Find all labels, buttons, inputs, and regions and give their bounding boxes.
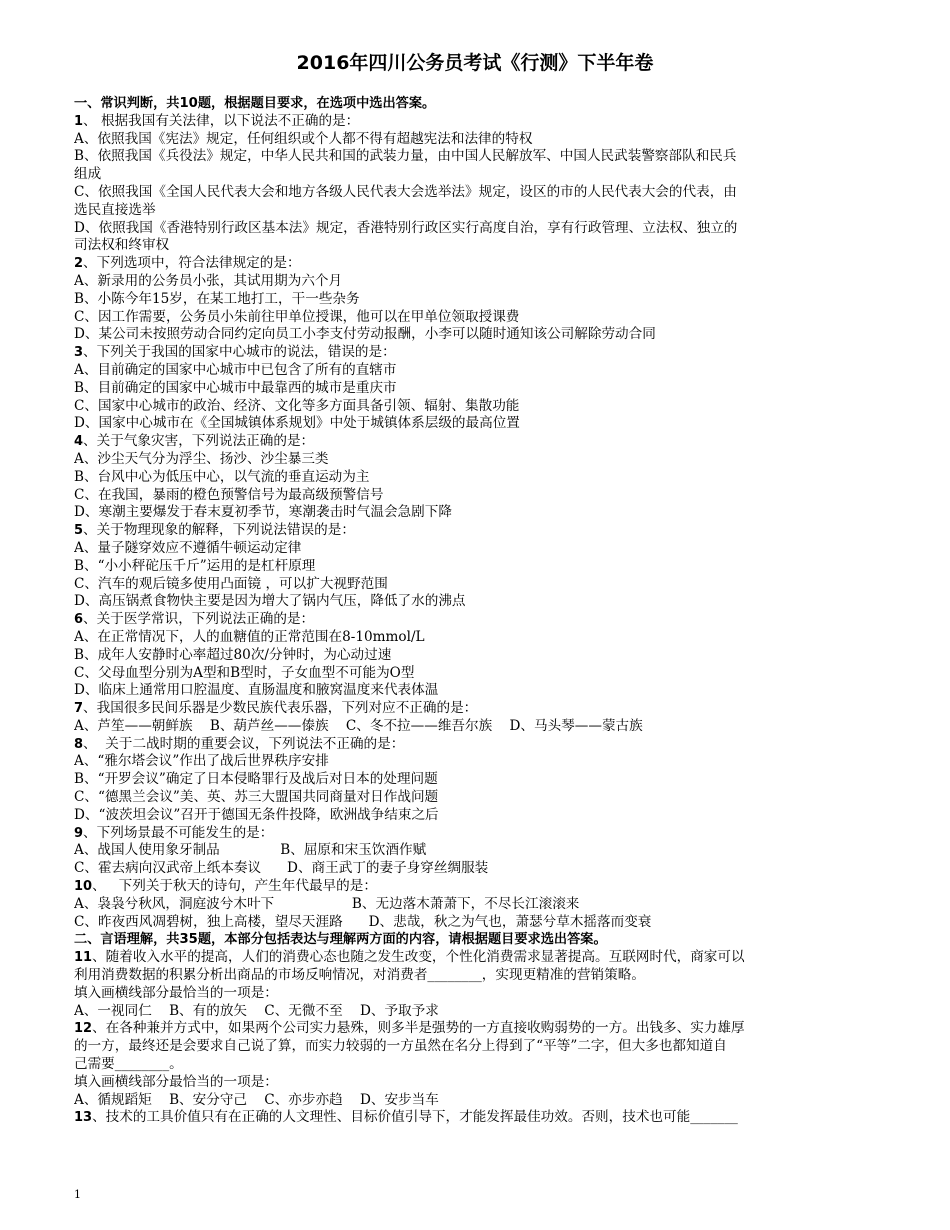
- text-line: D、高压锅煮食物快主要是因为增大了锅内气压，降低了水的沸点: [74, 593, 466, 610]
- text-line: B、台风中心为低压中心，以气流的垂直运动为主: [74, 468, 370, 485]
- question-number: 3: [74, 345, 84, 361]
- text-line: C、国家中心城市的政治、经济、文化等多方面具备引领、辐射、集散功能: [74, 397, 520, 414]
- text-line: A、目前确定的国家中心城市中已包含了所有的直辖市: [74, 361, 397, 378]
- question-number: 2: [74, 256, 84, 272]
- text-line: C、依照我国《全国人民代表大会和地方各级人民代表大会选举法》规定，设区的市的人民代表大会的代表，由: [74, 183, 737, 200]
- text-line: C、“德黑兰会议”美、英、苏三大盟国共同商量对日作战问题: [74, 789, 439, 806]
- question-text: 、下列场景最不可能发生的是：: [83, 824, 274, 841]
- question-number: 12: [74, 1021, 93, 1037]
- question-number: 11: [74, 950, 93, 966]
- text-line: A、在正常情况下，人的血糖值的正常范围在8-10mmol/L: [74, 628, 425, 645]
- question-text: 、技术的工具价值只有在正确的人文理性、目标价值引导下，才能发挥最佳功效。否则，技术也可能_______: [92, 1109, 738, 1126]
- question-line: [74, 949, 884, 967]
- question-text: 、关于物理现象的解释，下列说法错误的是：: [83, 522, 355, 539]
- question-text: 、下列选项中，符合法律规定的是：: [83, 255, 301, 272]
- page-number: 1: [74, 1188, 81, 1201]
- text-line: D、“波茨坦会议”召开于德国无条件投降，欧洲战争结束之后: [74, 806, 439, 823]
- question-line: [74, 522, 884, 540]
- text-line: A、袅袅兮秋风，洞庭波兮木叶下 B、无边落木萧萧下，不尽长江滚滚来: [74, 895, 580, 912]
- text-line: D、依照我国《香港特别行政区基本法》规定，香港特别行政区实行高度自治，享有行政管理、立法权、独立的: [74, 219, 738, 236]
- text-line: B、“开罗会议”确定了日本侵略罪行及战后对日本的处理问题: [74, 771, 438, 788]
- question-number: 1: [74, 113, 84, 129]
- text-line: C、因工作需要，公务员小朱前往甲单位授课，他可以在甲单位领取授课费: [74, 308, 520, 325]
- question-line: [74, 878, 884, 896]
- text-line: A、“雅尔塔会议”作出了战后世界秩序安排: [74, 753, 329, 770]
- text-line: B、小陈今年15岁，在某工地打工，干一些杂务: [74, 290, 360, 307]
- question-number: 7: [74, 701, 84, 717]
- text-line: D、国家中心城市在《全国城镇体系规划》中处于城镇体系层级的最高位置: [74, 415, 520, 432]
- text-line: A、依照我国《宪法》规定，任何组织或个人都不得有超越宪法和法律的特权: [74, 130, 533, 147]
- question-line: [74, 736, 884, 754]
- text-line: 填入画横线部分最恰当的一项是：: [74, 1073, 278, 1090]
- text-line: D、某公司未按照劳动合同约定向员工小李支付劳动报酬，小李可以随时通知该公司解除劳动合同: [74, 326, 656, 343]
- text-line: A、战国人使用象牙制品 B、屈原和宋玉饮酒作赋: [74, 842, 427, 859]
- text-line: 的一方，最终还是会要求自己说了算，而实力较弱的一方虽然在名分上得到了“平等”二字，但大多也都知道自: [74, 1038, 727, 1055]
- text-line: B、“小小秤砣压千斤”运用的是杠杆原理: [74, 557, 316, 574]
- section-heading: 一、常识判断，共10题，根据题目要求，在选项中选出答案。: [74, 96, 436, 111]
- question-line: [74, 1109, 884, 1127]
- question-number: 13: [74, 1110, 93, 1126]
- question-text: 、 关于二战时期的重要会议，下列说法不正确的是：: [83, 735, 405, 752]
- question-line: [74, 700, 884, 718]
- question-number: 10: [74, 879, 93, 895]
- question-number: 4: [74, 434, 84, 450]
- question-line: [74, 1020, 884, 1038]
- text-line: 组成: [74, 166, 102, 183]
- text-line: B、成年人安静时心率超过80次/分钟时，为心动过速: [74, 646, 392, 663]
- text-line: A、沙尘天气分为浮尘、扬沙、沙尘暴三类: [74, 450, 329, 467]
- question-text: 、关于气象灾害，下列说法正确的是：: [83, 433, 315, 450]
- text-line: 选民直接选举: [74, 201, 156, 218]
- question-line: [74, 825, 884, 843]
- text-line: D、寒潮主要爆发于春末夏初季节，寒潮袭击时气温会急剧下降: [74, 504, 452, 521]
- text-line: A、量子隧穿效应不遵循牛顿运动定律: [74, 539, 302, 556]
- question-number: 9: [74, 825, 84, 841]
- text-line: C、父母血型分别为A型和B型时，子女血型不可能为O型: [74, 664, 415, 681]
- question-line: [74, 113, 884, 131]
- document-body: [74, 95, 884, 1127]
- question-line: [74, 344, 884, 362]
- text-line: B、目前确定的国家中心城市中最靠西的城市是重庆市: [74, 379, 397, 396]
- text-line: 己需要________。: [74, 1056, 183, 1073]
- text-line: C、昨夜西风凋碧树，独上高楼，望尽天涯路 D、悲哉，秋之为气也，萧瑟兮草木摇落而变衰: [74, 913, 652, 930]
- question-text: 、随着收入水平的提高，人们的消费心态也随之发生改变，个性化消费需求显著提高。互联网时代，商家可以: [92, 949, 745, 966]
- text-line: A、芦笙——朝鲜族 B、葫芦丝——傣族 C、冬不拉——维吾尔族 D、马头琴——蒙古族: [74, 717, 643, 734]
- text-line: 司法权和终审权: [74, 237, 170, 254]
- question-text: 、在各种兼并方式中，如果两个公司实力悬殊，则多半是强势的一方直接收购弱势的一方。出钱多、实力雄厚: [92, 1020, 745, 1037]
- question-text: 、关于医学常识，下列说法正确的是：: [83, 611, 315, 628]
- text-line: 填入画横线部分最恰当的一项是：: [74, 984, 278, 1001]
- text-line: C、汽车的观后镜多使用凸面镜 ，可以扩大视野范围: [74, 575, 388, 592]
- text-line: B、依照我国《兵役法》规定，中华人民共和国的武装力量，由中国人民解放军、中国人民武装警察部队和民兵: [74, 148, 737, 165]
- question-number: 6: [74, 612, 84, 628]
- question-text: 、 下列关于秋天的诗句，产生年代最早的是：: [92, 878, 377, 895]
- question-text: 、下列关于我国的国家中心城市的说法，错误的是：: [83, 344, 396, 361]
- question-number: 5: [74, 523, 84, 539]
- text-line: A、新录用的公务员小张，其试用期为六个月: [74, 272, 343, 289]
- text-line: A、循规蹈矩 B、安分守己 C、亦步亦趋 D、安步当车: [74, 1091, 439, 1108]
- section-heading: 二、言语理解，共35题，本部分包括表达与理解两方面的内容，请根据题目要求选出答案。: [74, 932, 607, 948]
- text-line: D、临床上通常用口腔温度、直肠温度和腋窝温度来代表体温: [74, 682, 439, 699]
- question-number: 8: [74, 736, 84, 752]
- question-text: 、 根据我国有关法律，以下说法不正确的是：: [83, 112, 360, 129]
- text-line: 利用消费数据的积累分析出商品的市场反响情况，对消费者________，实现更精准的营销策略。: [74, 967, 645, 984]
- question-line: [74, 611, 884, 629]
- page-title: 2016年四川公务员考试《行测》下半年卷: [296, 52, 654, 74]
- question-text: 、我国很多民间乐器是少数民族代表乐器，下列对应不正确的是：: [83, 700, 478, 717]
- text-line: A、一视同仁 B、有的放矢 C、无微不至 D、予取予求: [74, 1002, 439, 1019]
- question-line: [74, 433, 884, 451]
- question-line: [74, 255, 884, 273]
- text-line: C、在我国，暴雨的橙色预警信号为最高级预警信号: [74, 486, 384, 503]
- text-line: C、霍去病向汉武帝上纸本奏议 D、商王武丁的妻子身穿丝绸服装: [74, 860, 489, 877]
